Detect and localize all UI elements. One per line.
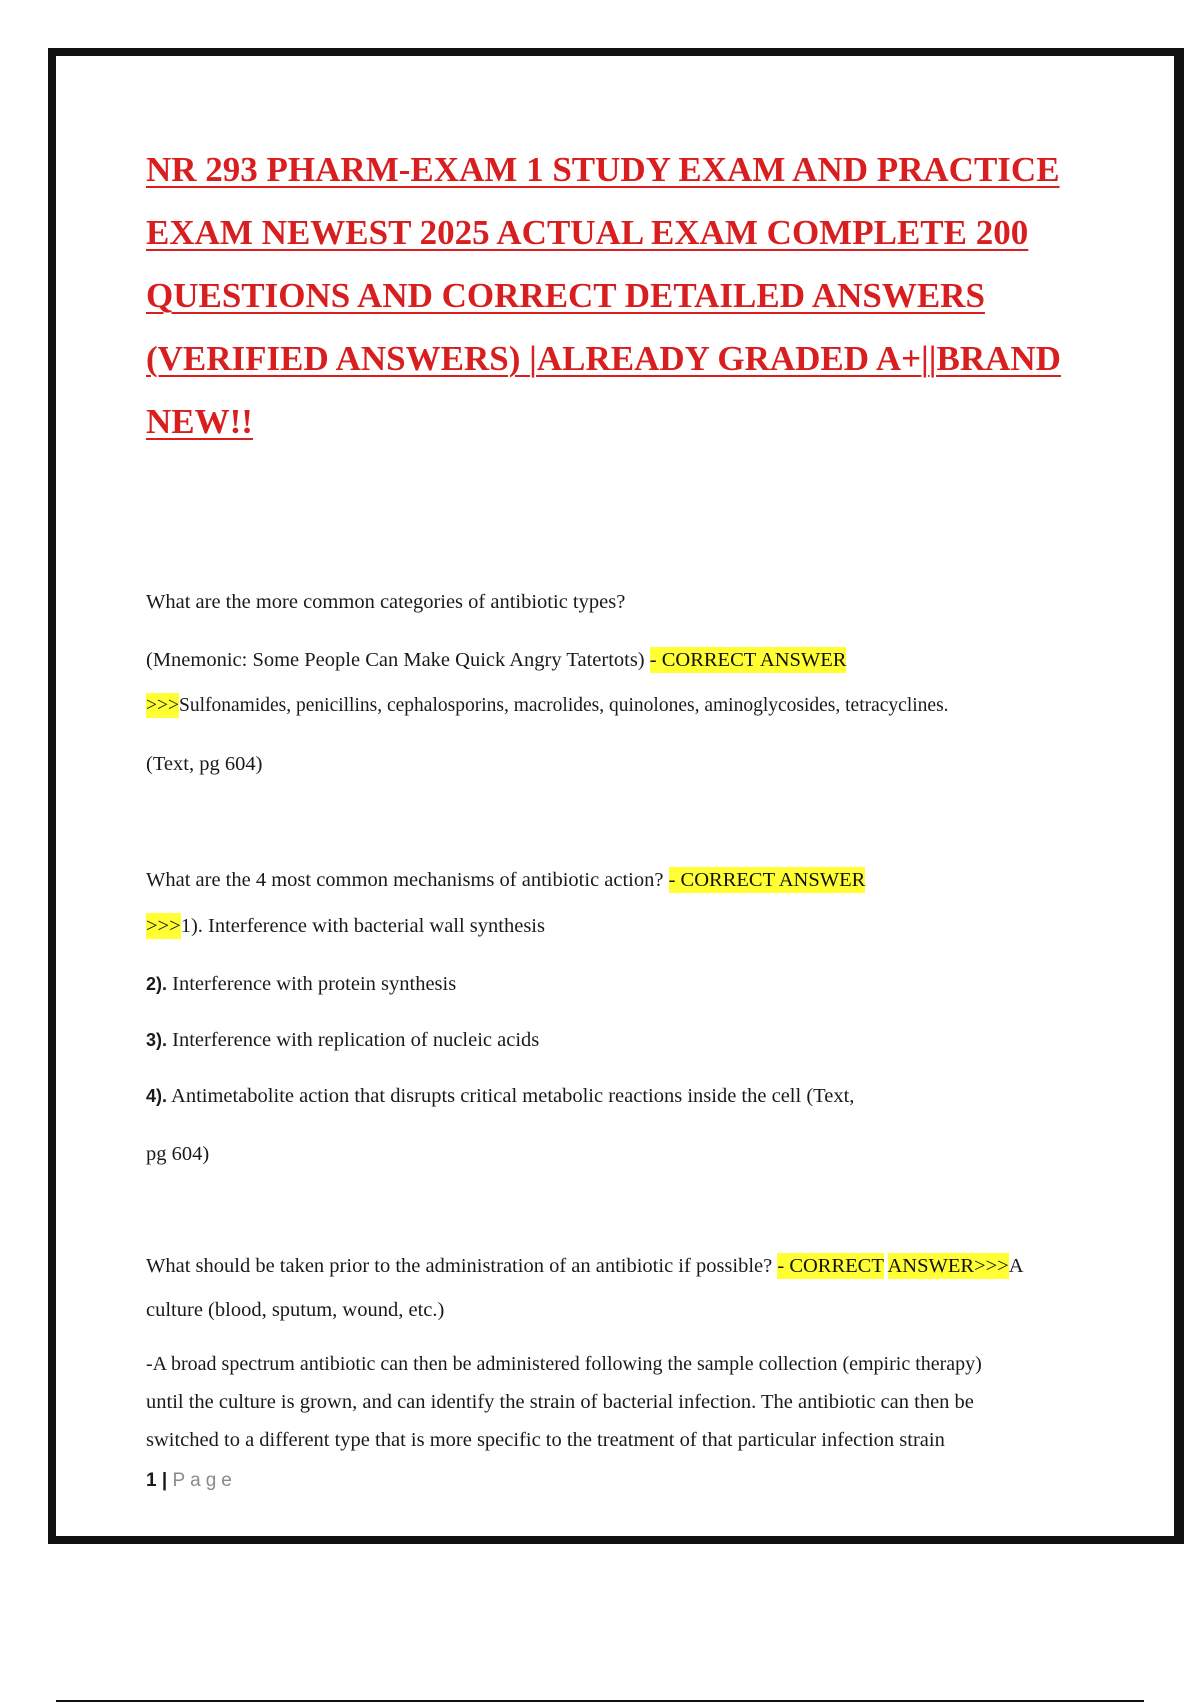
answer-1-reference: (Text, pg 604) xyxy=(146,753,263,775)
answer-arrow-marker: >>> xyxy=(146,915,181,937)
page-number: 1 xyxy=(146,1470,157,1491)
answer-2-item-1 xyxy=(146,912,545,940)
question-1-text: What are the more common categories of antibiotic types? xyxy=(146,591,626,613)
page-footer xyxy=(146,1470,237,1492)
page-label: Page xyxy=(172,1470,237,1491)
answer-2-item-4 xyxy=(146,1082,854,1110)
answer-2-item-2 xyxy=(146,970,456,998)
answer-2-item-2-text: Interference with protein synthesis xyxy=(172,973,457,995)
footer-separator: | xyxy=(161,1470,168,1491)
answer-2-item-4-continued: pg 604) xyxy=(146,1143,210,1165)
answer-3-paragraph-line-3: switched to a different type that is more specific to the treatment of that particular infection strain xyxy=(146,1429,945,1451)
answer-2-item-4-text: Antimetabolite action that disrupts critical metabolic reactions inside the cell (Text, xyxy=(171,1085,855,1107)
answer-2-item-1-text: 1). Interference with bacterial wall synthesis xyxy=(180,915,545,937)
answer-1-text: Sulfonamides, penicillins, cephalosporins, macrolides, quinolones, aminoglycosides, tetracyclines. xyxy=(179,695,949,716)
answer-arrow-marker: ANSWER>>> xyxy=(887,1255,1009,1277)
item-number: 2). xyxy=(146,974,168,994)
correct-answer-marker: - CORRECT ANSWER xyxy=(649,649,847,671)
mnemonic-text: (Mnemonic: Some People Can Make Quick Angry Tatertots) xyxy=(146,649,645,671)
answer-arrow-marker: >>> xyxy=(146,695,179,716)
correct-answer-marker: - CORRECT ANSWER xyxy=(668,869,866,891)
answer-2-item-3-text: Interference with replication of nucleic acids xyxy=(172,1029,540,1051)
question-3 xyxy=(146,1252,1024,1280)
item-number: 3). xyxy=(146,1030,168,1050)
document-title: NR 293 PHARM-EXAM 1 STUDY EXAM AND PRACTICE EXAM NEWEST 2025 ACTUAL EXAM COMPLETE 200 QUESTIONS AND CORRECT DETAILED ANSWERS (VERIFIED ANSWERS) |ALREADY GRADED A+||BRAND NEW!! xyxy=(146,150,1061,441)
question-2 xyxy=(146,866,865,894)
question-3-text: What should be taken prior to the administration of an antibiotic if possible? xyxy=(146,1255,773,1277)
answer-3-text: culture (blood, sputum, wound, etc.) xyxy=(146,1299,445,1321)
answer-2-item-3 xyxy=(146,1026,539,1054)
item-number: 4). xyxy=(146,1086,168,1106)
question-2-text: What are the 4 most common mechanisms of antibiotic action? xyxy=(146,869,664,891)
answer-3-paragraph-line-2: until the culture is grown, and can identify the strain of bacterial infection. The antibiotic can then be xyxy=(146,1391,974,1413)
question-1 xyxy=(146,588,625,616)
answer-1 xyxy=(146,692,949,720)
correct-answer-marker: - CORRECT xyxy=(777,1255,884,1277)
answer-3-paragraph-line-1: -A broad spectrum antibiotic can then be administered following the sample collection (empiric therapy) xyxy=(146,1353,982,1375)
question-1-mnemonic-line xyxy=(146,646,846,674)
answer-3-start: A xyxy=(1008,1255,1024,1277)
